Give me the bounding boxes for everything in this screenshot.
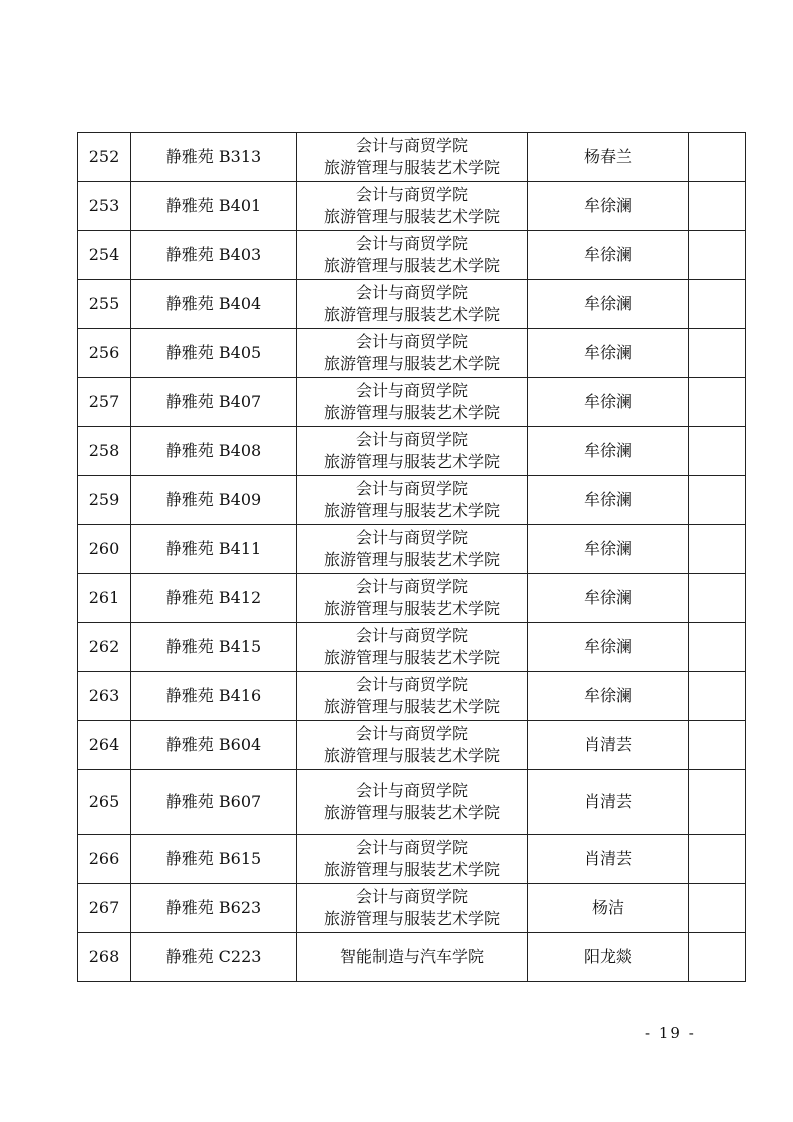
room-cell: 静雅苑 B408: [131, 427, 297, 476]
row-number: 268: [78, 933, 131, 982]
table-row: [78, 133, 746, 182]
college-cell: [297, 835, 528, 884]
note-cell: [689, 427, 746, 476]
college-cell: [297, 476, 528, 525]
room-cell: 静雅苑 B404: [131, 280, 297, 329]
note-cell: [689, 476, 746, 525]
note-cell: [689, 525, 746, 574]
college-name: 旅游管理与服装艺术学院: [323, 501, 500, 520]
table-row: [78, 329, 746, 378]
page-number: - 19 -: [645, 1024, 696, 1042]
college-cell: [297, 721, 528, 770]
college-name: 旅游管理与服装艺术学院: [323, 305, 500, 324]
room-cell: 静雅苑 B607: [131, 770, 297, 835]
table-row: [78, 884, 746, 933]
college-name: 会计与商贸学院: [355, 887, 468, 906]
college-name: 会计与商贸学院: [355, 136, 468, 155]
room-cell: 静雅苑 B411: [131, 525, 297, 574]
college-name: 旅游管理与服装艺术学院: [323, 550, 500, 569]
college-name: 旅游管理与服装艺术学院: [323, 909, 500, 928]
note-cell: [689, 884, 746, 933]
dormitory-table: [77, 132, 746, 982]
room-cell: 静雅苑 B416: [131, 672, 297, 721]
note-cell: [689, 280, 746, 329]
room-cell: 静雅苑 C223: [131, 933, 297, 982]
table-row: [78, 835, 746, 884]
person-cell: 杨春兰: [528, 133, 689, 182]
person-cell: 牟徐澜: [528, 231, 689, 280]
room-cell: 静雅苑 B604: [131, 721, 297, 770]
table-row: [78, 721, 746, 770]
college-name: 智能制造与汽车学院: [339, 947, 484, 966]
college-name: 旅游管理与服装艺术学院: [323, 746, 500, 765]
person-cell: 阳龙燚: [528, 933, 689, 982]
person-cell: 牟徐澜: [528, 280, 689, 329]
row-number: 262: [78, 623, 131, 672]
table-body: [78, 133, 746, 982]
table-row: [78, 182, 746, 231]
row-number: 265: [78, 770, 131, 835]
college-cell: [297, 770, 528, 835]
note-cell: [689, 231, 746, 280]
college-name: 会计与商贸学院: [355, 577, 468, 596]
college-name: 旅游管理与服装艺术学院: [323, 697, 500, 716]
row-number: 258: [78, 427, 131, 476]
table-row: [78, 525, 746, 574]
row-number: 261: [78, 574, 131, 623]
college-cell: [297, 884, 528, 933]
college-name: 旅游管理与服装艺术学院: [323, 860, 500, 879]
note-cell: [689, 672, 746, 721]
person-cell: 牟徐澜: [528, 525, 689, 574]
table-row: [78, 378, 746, 427]
table-row: [78, 476, 746, 525]
row-number: 264: [78, 721, 131, 770]
room-cell: 静雅苑 B405: [131, 329, 297, 378]
row-number: 256: [78, 329, 131, 378]
college-name: 旅游管理与服装艺术学院: [323, 256, 500, 275]
college-name: 旅游管理与服装艺术学院: [323, 648, 500, 667]
college-name: 会计与商贸学院: [355, 283, 468, 302]
note-cell: [689, 378, 746, 427]
person-cell: 牟徐澜: [528, 378, 689, 427]
person-cell: 牟徐澜: [528, 476, 689, 525]
room-cell: 静雅苑 B615: [131, 835, 297, 884]
college-cell: [297, 525, 528, 574]
row-number: 259: [78, 476, 131, 525]
college-name: 会计与商贸学院: [355, 185, 468, 204]
room-cell: 静雅苑 B415: [131, 623, 297, 672]
room-cell: 静雅苑 B403: [131, 231, 297, 280]
row-number: 266: [78, 835, 131, 884]
college-cell: [297, 133, 528, 182]
row-number: 267: [78, 884, 131, 933]
college-name: 会计与商贸学院: [355, 479, 468, 498]
college-cell: [297, 672, 528, 721]
room-cell: 静雅苑 B407: [131, 378, 297, 427]
note-cell: [689, 329, 746, 378]
row-number: 253: [78, 182, 131, 231]
college-cell: [297, 231, 528, 280]
college-name: 旅游管理与服装艺术学院: [323, 599, 500, 618]
table-row: [78, 933, 746, 982]
table-row: [78, 623, 746, 672]
note-cell: [689, 133, 746, 182]
college-cell: [297, 427, 528, 476]
row-number: 255: [78, 280, 131, 329]
room-cell: 静雅苑 B409: [131, 476, 297, 525]
college-name: 会计与商贸学院: [355, 838, 468, 857]
person-cell: 牟徐澜: [528, 427, 689, 476]
college-name: 会计与商贸学院: [355, 528, 468, 547]
college-name: 会计与商贸学院: [355, 430, 468, 449]
row-number: 263: [78, 672, 131, 721]
room-cell: 静雅苑 B313: [131, 133, 297, 182]
college-cell: [297, 182, 528, 231]
row-number: 257: [78, 378, 131, 427]
person-cell: 牟徐澜: [528, 329, 689, 378]
college-cell: [297, 574, 528, 623]
note-cell: [689, 574, 746, 623]
college-name: 旅游管理与服装艺术学院: [323, 452, 500, 471]
college-name: 会计与商贸学院: [355, 675, 468, 694]
college-cell: [297, 623, 528, 672]
college-name: 会计与商贸学院: [355, 234, 468, 253]
room-cell: 静雅苑 B623: [131, 884, 297, 933]
person-cell: 肖清芸: [528, 770, 689, 835]
row-number: 260: [78, 525, 131, 574]
college-cell: [297, 933, 528, 982]
table-row: [78, 672, 746, 721]
college-name: 会计与商贸学院: [355, 724, 468, 743]
college-name: 会计与商贸学院: [355, 332, 468, 351]
person-cell: 牟徐澜: [528, 574, 689, 623]
table-row: [78, 427, 746, 476]
person-cell: 牟徐澜: [528, 182, 689, 231]
row-number: 254: [78, 231, 131, 280]
note-cell: [689, 721, 746, 770]
note-cell: [689, 623, 746, 672]
table-row: [78, 574, 746, 623]
college-name: 旅游管理与服装艺术学院: [323, 803, 500, 822]
table-row: [78, 231, 746, 280]
person-cell: 杨洁: [528, 884, 689, 933]
room-cell: 静雅苑 B401: [131, 182, 297, 231]
person-cell: 牟徐澜: [528, 623, 689, 672]
college-cell: [297, 378, 528, 427]
college-name: 旅游管理与服装艺术学院: [323, 403, 500, 422]
table-row: [78, 280, 746, 329]
college-cell: [297, 280, 528, 329]
college-name: 旅游管理与服装艺术学院: [323, 207, 500, 226]
note-cell: [689, 933, 746, 982]
person-cell: 牟徐澜: [528, 672, 689, 721]
college-name: 旅游管理与服装艺术学院: [323, 354, 500, 373]
person-cell: 肖清芸: [528, 835, 689, 884]
row-number: 252: [78, 133, 131, 182]
college-cell: [297, 329, 528, 378]
note-cell: [689, 835, 746, 884]
room-cell: 静雅苑 B412: [131, 574, 297, 623]
college-name: 旅游管理与服装艺术学院: [323, 158, 500, 177]
note-cell: [689, 182, 746, 231]
college-name: 会计与商贸学院: [355, 781, 468, 800]
college-name: 会计与商贸学院: [355, 381, 468, 400]
college-name: 会计与商贸学院: [355, 626, 468, 645]
table-row: [78, 770, 746, 835]
person-cell: 肖清芸: [528, 721, 689, 770]
note-cell: [689, 770, 746, 835]
